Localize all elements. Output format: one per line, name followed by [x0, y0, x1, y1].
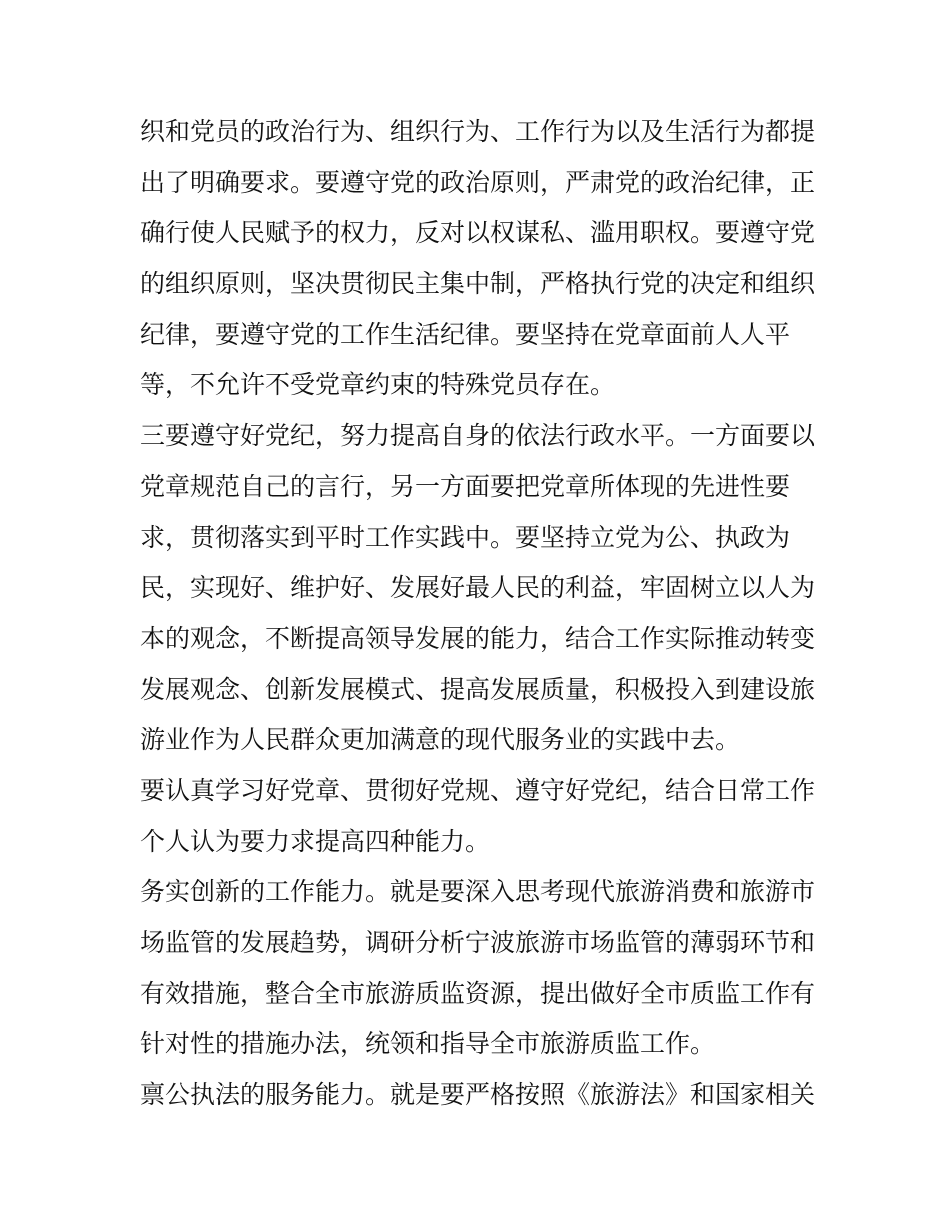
text-line: 确行使人民赋予的权力，反对以权谋私、滥用职权。要遵守党	[140, 218, 816, 248]
text-line: 个人认为要力求提高四种能力。	[140, 826, 491, 856]
text-line: 务实创新的工作能力。就是要深入思考现代旅游消费和旅游市	[140, 877, 816, 907]
text-line: 要认真学习好党章、贯彻好党规、遵守好党纪，结合日常工作	[140, 775, 816, 805]
text-line: 发展观念、创新发展模式、提高发展质量，积极投入到建设旅	[140, 674, 816, 704]
body-text	[140, 107, 830, 1121]
text-line: 三要遵守好党纪，努力提高自身的依法行政水平。一方面要以	[140, 421, 816, 451]
text-line: 有效措施，整合全市旅游质监资源，提出做好全市质监工作有	[140, 978, 816, 1008]
text-line: 出了明确要求。要遵守党的政治原则，严肃党的政治纪律，正	[140, 167, 816, 197]
text-line: 本的观念，不断提高领导发展的能力，结合工作实际推动转变	[140, 623, 816, 653]
text-line: 等，不允许不受党章约束的特殊党员存在。	[140, 370, 616, 400]
text-line: 民，实现好、维护好、发展好最人民的利益，牢固树立以人为	[140, 573, 816, 603]
text-line: 禀公执法的服务能力。就是要严格按照《旅游法》和国家相关	[140, 1080, 816, 1110]
text-line: 场监管的发展趋势，调研分析宁波旅游市场监管的薄弱环节和	[140, 928, 816, 957]
text-line: 织和党员的政治行为、组织行为、工作行为以及生活行为都提	[140, 117, 816, 146]
text-line: 纪律，要遵守党的工作生活纪律。要坚持在党章面前人人平	[140, 319, 791, 349]
text-line: 党章规范自己的言行，另一方面要把党章所体现的先进性要	[140, 471, 791, 501]
text-line: 游业作为人民群众更加满意的现代服务业的实践中去。	[140, 725, 741, 755]
text-line: 针对性的措施办法，统领和指导全市旅游质监工作。	[140, 1029, 716, 1059]
text-line: 的组织原则，坚决贯彻民主集中制，严格执行党的决定和组织	[140, 269, 816, 299]
text-line: 求，贯彻落实到平时工作实践中。要坚持立党为公、执政为	[140, 522, 791, 552]
